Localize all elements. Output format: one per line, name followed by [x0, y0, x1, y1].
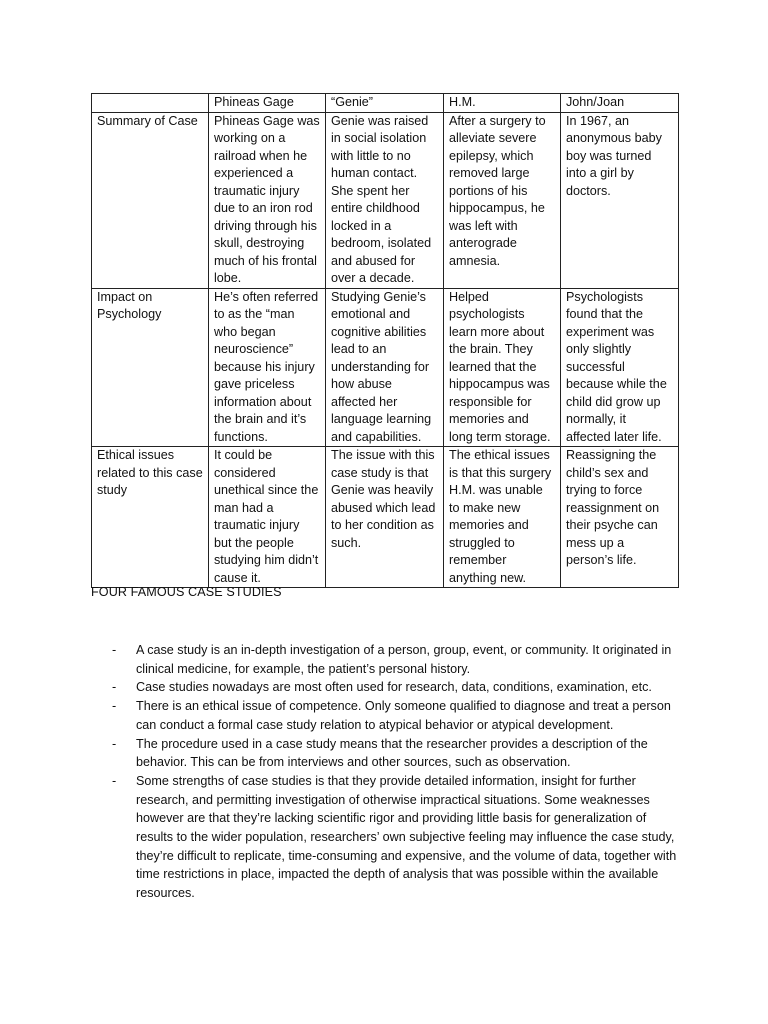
- bullet-dash: -: [112, 699, 117, 714]
- table-cell: Studying Genie’s emotional and cognitive abilities lead to an understanding for how abuse affected her language learning and capabilities.: [326, 288, 444, 447]
- row-label-summary: Summary of Case: [92, 112, 209, 288]
- header-cell-john-joan: John/Joan: [561, 94, 679, 113]
- table-header-row: [92, 94, 679, 113]
- list-item-text: The procedure used in a case study means that the researcher provides a description of the behavior. This can be from interviews and other sources, such as observation.: [136, 736, 648, 770]
- list-item: [91, 697, 681, 734]
- header-cell-blank: [92, 94, 209, 113]
- table-cell: Phineas Gage was working on a railroad when he experienced a traumatic injury due to an iron rod driving through his skull, destroying much of his frontal lobe.: [209, 112, 326, 288]
- list-item: [91, 772, 681, 903]
- table-cell: The issue with this case study is that Genie was heavily abused which lead to her condition as such.: [326, 447, 444, 588]
- table-row-summary: [92, 112, 679, 288]
- list-item-text: There is an ethical issue of competence. Only someone qualified to diagnose and treat a person can conduct a formal case study relation to atypical behavior or atypical development.: [136, 699, 671, 732]
- table-cell: Genie was raised in social isolation with little to no human contact. She spent her entire childhood locked in a bedroom, isolated and abused for over a decade.: [326, 112, 444, 288]
- bullet-list: [91, 641, 681, 903]
- bullet-dash: -: [112, 680, 117, 695]
- table-cell: Psychologists found that the experiment was only slightly successful because while the child did grow up normally, it affected later life.: [561, 288, 679, 447]
- row-label-impact: Impact on Psychology: [92, 288, 209, 447]
- list-item-text: Some strengths of case studies is that they provide detailed information, insight for further research, and permitting investigation of otherwise impractical situations. Some weaknesses however are that they’re lacking scientific rigor and providing little basis for generalization of results to the wider population, researchers’ own subjective feeling may influence the case study, they’re difficult to replicate, time-consuming and expensive, and the volume of data, together with time restrictions in place, impacted the depth of analysis that was possible within the available resources.: [136, 773, 677, 901]
- table-caption: FOUR FAMOUS CASE STUDIES: [91, 585, 282, 599]
- table-row-ethics: [92, 447, 679, 588]
- list-item: [91, 678, 681, 697]
- list-item-text: Case studies nowadays are most often used for research, data, conditions, examination, etc.: [136, 680, 652, 695]
- header-cell-genie: “Genie”: [326, 94, 444, 113]
- table-cell: In 1967, an anonymous baby boy was turned into a girl by doctors.: [561, 112, 679, 288]
- case-studies-table: [91, 93, 679, 588]
- bullet-dash: -: [112, 773, 117, 788]
- list-item: [91, 735, 681, 772]
- header-cell-phineas-gage: Phineas Gage: [209, 94, 326, 113]
- list-item: [91, 641, 681, 678]
- row-label-ethics: Ethical issues related to this case study: [92, 447, 209, 588]
- table-cell: Reassigning the child’s sex and trying to force reassignment on their psyche can mess up a person’s life.: [561, 447, 679, 588]
- header-cell-hm: H.M.: [444, 94, 561, 113]
- table-cell: It could be considered unethical since the man had a traumatic injury but the people studying him didn’t cause it.: [209, 447, 326, 588]
- bullet-dash: -: [112, 736, 117, 751]
- bullet-dash: -: [112, 643, 117, 657]
- table-row-impact: [92, 288, 679, 447]
- table-cell: Helped psychologists learn more about the brain. They learned that the hippocampus was responsible for memories and long term storage.: [444, 288, 561, 447]
- table-cell: The ethical issues is that this surgery H.M. was unable to make new memories and struggled to remember anything new.: [444, 447, 561, 588]
- table-cell: After a surgery to alleviate severe epilepsy, which removed large portions of his hippocampus, he was left with anterograde amnesia.: [444, 112, 561, 288]
- list-item-text: A case study is an in-depth investigation of a person, group, event, or community. It originated in clinical medicine, for example, the patient’s personal history.: [136, 643, 672, 676]
- table-cell: He’s often referred to as the “man who began neuroscience” because his injury gave priceless information about the brain and it’s functions.: [209, 288, 326, 447]
